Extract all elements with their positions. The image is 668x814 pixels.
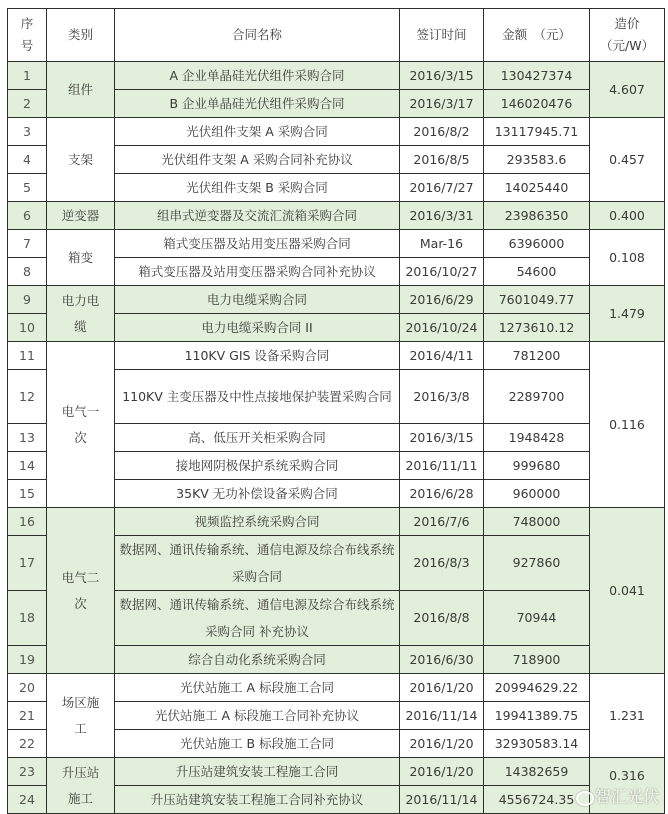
row-number: 9 <box>8 286 47 314</box>
row-number: 21 <box>8 702 47 730</box>
contract-name: 光伏组件支架 A 采购合同 <box>115 118 400 146</box>
unit-price: 0.041 <box>609 582 645 598</box>
header-category: 类别 <box>47 9 115 62</box>
sign-date: 2016/3/8 <box>400 370 484 424</box>
row-number: 8 <box>8 258 47 286</box>
amount: 32930583.14 <box>484 730 590 758</box>
contract-name: 高、低压开关柜采购合同 <box>115 424 400 452</box>
contract-name: B 企业单晶硅光伏组件采购合同 <box>115 90 400 118</box>
contract-name: 综合自动化系统采购合同 <box>115 646 400 674</box>
amount: 20994629.22 <box>484 674 590 702</box>
unit-price: 4.607 <box>609 81 645 97</box>
row-number: 5 <box>8 174 47 202</box>
row-number: 10 <box>8 314 47 342</box>
contract-name: 电力电缆采购合同 II <box>115 314 400 342</box>
contract-name: 箱式变压器及站用变压器采购合同补充协议 <box>115 258 400 286</box>
row-number: 11 <box>8 342 47 370</box>
row-number: 7 <box>8 230 47 258</box>
row-number: 18 <box>8 591 47 646</box>
sign-date: 2016/8/2 <box>400 118 484 146</box>
table-row <box>8 62 665 90</box>
sign-date: 2016/1/20 <box>400 730 484 758</box>
row-number: 12 <box>8 370 47 424</box>
unit-price: 0.108 <box>609 249 645 265</box>
amount: 748000 <box>484 508 590 536</box>
contract-name: 110KV 主变压器及中性点接地保护装置采购合同 <box>115 370 400 424</box>
watermark <box>592 787 662 807</box>
category-cell: 电气一次 <box>47 342 115 508</box>
wechat-icon <box>576 791 594 806</box>
unit-price-cell <box>590 758 665 814</box>
amount: 927860 <box>484 536 590 591</box>
amount: 1273610.12 <box>484 314 590 342</box>
contract-name: 升压站建筑安装工程施工合同补充协议 <box>115 786 400 814</box>
unit-price: 0.116 <box>609 416 645 432</box>
amount: 19941389.75 <box>484 702 590 730</box>
contract-name: 光伏组件支架 A 采购合同补充协议 <box>115 146 400 174</box>
amount: 999680 <box>484 452 590 480</box>
sign-date: 2016/7/27 <box>400 174 484 202</box>
contract-name: 升压站建筑安装工程施工合同 <box>115 758 400 786</box>
table-row <box>8 342 665 370</box>
sign-date: 2016/6/28 <box>400 480 484 508</box>
sign-date: 2016/10/27 <box>400 258 484 286</box>
unit-price: 1.479 <box>609 305 645 321</box>
sign-date: 2016/7/6 <box>400 508 484 536</box>
amount: 54600 <box>484 258 590 286</box>
contract-name: 数据网、通讯传输系统、通信电源及综合布线系统采购合同 <box>115 536 400 591</box>
sign-date: Mar-16 <box>400 230 484 258</box>
contract-name: 箱式变压器及站用变压器采购合同 <box>115 230 400 258</box>
contract-name: A 企业单晶硅光伏组件采购合同 <box>115 62 400 90</box>
row-number: 23 <box>8 758 47 786</box>
sign-date: 2016/4/11 <box>400 342 484 370</box>
contract-name: 接地网阴极保护系统采购合同 <box>115 452 400 480</box>
amount: 781200 <box>484 342 590 370</box>
amount: 293583.6 <box>484 146 590 174</box>
amount: 2289700 <box>484 370 590 424</box>
row-number: 4 <box>8 146 47 174</box>
row-number: 17 <box>8 536 47 591</box>
unit-price: 0.316 <box>609 767 645 783</box>
amount: 130427374 <box>484 62 590 90</box>
sign-date: 2016/3/15 <box>400 424 484 452</box>
unit-price-cell <box>590 118 665 202</box>
sign-date: 2016/1/20 <box>400 674 484 702</box>
contract-name: 光伏站施工 A 标段施工合同 <box>115 674 400 702</box>
amount: 7601049.77 <box>484 286 590 314</box>
sign-date: 2016/11/11 <box>400 452 484 480</box>
unit-price-cell <box>590 202 665 230</box>
table-row <box>8 118 665 146</box>
sign-date: 2016/8/5 <box>400 146 484 174</box>
header-name: 合同名称 <box>115 9 400 62</box>
table-row <box>8 508 665 536</box>
row-number: 15 <box>8 480 47 508</box>
amount: 23986350 <box>484 202 590 230</box>
sign-date: 2016/10/24 <box>400 314 484 342</box>
amount: 6396000 <box>484 230 590 258</box>
amount: 960000 <box>484 480 590 508</box>
unit-price-cell <box>590 674 665 758</box>
row-number: 20 <box>8 674 47 702</box>
contract-name: 组串式逆变器及交流汇流箱采购合同 <box>115 202 400 230</box>
header-row <box>8 9 665 62</box>
table-body <box>8 62 665 814</box>
sign-date: 2016/3/17 <box>400 90 484 118</box>
header-date: 签订时间 <box>400 9 484 62</box>
amount: 1948428 <box>484 424 590 452</box>
category-cell: 升压站施工 <box>47 758 115 814</box>
row-number: 6 <box>8 202 47 230</box>
table-row <box>8 230 665 258</box>
contract-table <box>7 8 665 814</box>
header-amount: 金额 （元） <box>484 9 590 62</box>
sign-date: 2016/11/14 <box>400 786 484 814</box>
amount: 14382659 <box>484 758 590 786</box>
contract-name: 110KV GIS 设备采购合同 <box>115 342 400 370</box>
row-number: 24 <box>8 786 47 814</box>
sign-date: 2016/11/14 <box>400 702 484 730</box>
contract-name: 视频监控系统采购合同 <box>115 508 400 536</box>
amount: 718900 <box>484 646 590 674</box>
contract-name: 光伏站施工 B 标段施工合同 <box>115 730 400 758</box>
contract-name: 数据网、通讯传输系统、通信电源及综合布线系统采购合同 补充协议 <box>115 591 400 646</box>
header-no: 序号 <box>8 9 47 62</box>
category-cell: 组件 <box>47 62 115 118</box>
unit-price: 0.457 <box>609 151 645 167</box>
unit-price-cell <box>590 230 665 286</box>
category-cell: 场区施工 <box>47 674 115 758</box>
sign-date: 2016/1/20 <box>400 758 484 786</box>
row-number: 19 <box>8 646 47 674</box>
sign-date: 2016/3/31 <box>400 202 484 230</box>
amount: 70944 <box>484 591 590 646</box>
unit-price-cell <box>590 286 665 342</box>
unit-price-cell <box>590 508 665 674</box>
amount: 4556724.35 <box>484 786 590 814</box>
category-cell: 支架 <box>47 118 115 202</box>
category-cell: 逆变器 <box>47 202 115 230</box>
category-cell: 电力电缆 <box>47 286 115 342</box>
amount: 13117945.71 <box>484 118 590 146</box>
unit-price: 0.400 <box>609 207 645 223</box>
unit-price: 1.231 <box>609 707 645 723</box>
amount: 14025440 <box>484 174 590 202</box>
row-number: 13 <box>8 424 47 452</box>
header-unit-price: 造价（元/W） <box>590 9 665 62</box>
amount: 146020476 <box>484 90 590 118</box>
watermark-text: 智汇光伏 <box>594 786 659 806</box>
table-row <box>8 286 665 314</box>
contract-name: 光伏组件支架 B 采购合同 <box>115 174 400 202</box>
sign-date: 2016/6/30 <box>400 646 484 674</box>
row-number: 2 <box>8 90 47 118</box>
contract-name: 电力电缆采购合同 <box>115 286 400 314</box>
contract-name: 35KV 无功补偿设备采购合同 <box>115 480 400 508</box>
row-number: 14 <box>8 452 47 480</box>
sign-date: 2016/3/15 <box>400 62 484 90</box>
table-row <box>8 202 665 230</box>
contract-name: 光伏站施工 A 标段施工合同补充协议 <box>115 702 400 730</box>
unit-price-cell <box>590 342 665 508</box>
unit-price-cell <box>590 62 665 118</box>
sign-date: 2016/8/3 <box>400 536 484 591</box>
row-number: 1 <box>8 62 47 90</box>
row-number: 16 <box>8 508 47 536</box>
sign-date: 2016/6/29 <box>400 286 484 314</box>
row-number: 3 <box>8 118 47 146</box>
table-row <box>8 758 665 786</box>
category-cell: 箱变 <box>47 230 115 286</box>
category-cell: 电气二次 <box>47 508 115 674</box>
row-number: 22 <box>8 730 47 758</box>
table-row <box>8 674 665 702</box>
sign-date: 2016/8/8 <box>400 591 484 646</box>
